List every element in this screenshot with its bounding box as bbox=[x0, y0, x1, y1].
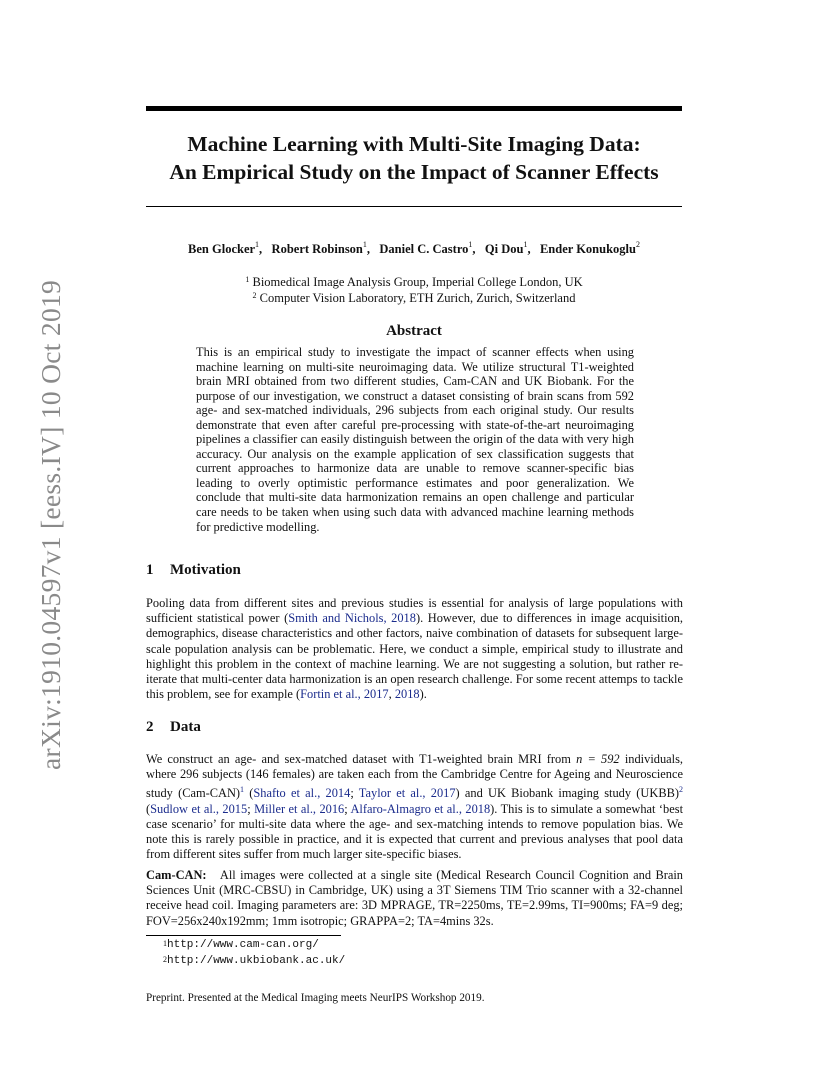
footnote-1: $^1$http://www.cam-can.org/ bbox=[163, 939, 319, 951]
author: Daniel C. Castro$^1$ bbox=[379, 240, 473, 256]
footnote-url[interactable]: http://www.ukbiobank.ac.uk/ bbox=[167, 955, 346, 967]
footnote-rule bbox=[146, 935, 341, 936]
data-paragraph: We construct an age- and sex-matched dataset with T1-weighted brain MRI from n = 592 individuals, where 296 subjects (146 females) are taken each from the Cambridge Centre for Ageing and Neuroscience study (Cam-CAN)$^1$ (Shafto et al., 2014; Taylor et al., 2017) and UK Biobank imaging study (UKBB)$^2$ (Sudlow et al., 2015; Miller et al., 2016; Alfaro-Almagro et al., 2018). This is to simulate a somewhat ‘best case scenario’ for multi-site data where the age- and sex-matching intends to remove population bias. We note this is rarely possible in practice, and it is expected that current and previous analyses that pool data from different sites suffer from much larger site-specific biases. bbox=[146, 752, 684, 862]
footnote-marker[interactable]: 2 bbox=[679, 785, 683, 795]
citation-link[interactable]: Shafto et al., 2014 bbox=[253, 786, 351, 801]
paragraph-lead: Cam-CAN: bbox=[146, 868, 207, 882]
title-bottom-rule bbox=[146, 206, 682, 207]
footnote-2: $^2$http://www.ukbiobank.ac.uk/ bbox=[163, 955, 346, 967]
title-line-2: An Empirical Study on the Impact of Scanner Effects bbox=[169, 160, 659, 184]
author: Ender Konukoglu$^2$ bbox=[539, 240, 640, 256]
camcan-paragraph: Cam-CAN: All images were collected at a single site (Medical Research Council Cognition and Brain Sciences Unit (MRC-CBSU) in Cambridge, UK) using a 3T Siemens TIM Trio scanner with a 32-channel receive head coil. Imaging parameters are: 3D MPRAGE, TR=2250ms, TE=2.99ms, TI=900ms; FA=9 deg; FOV=256x240x192mm; 1mm isotropic; GRAPPA=2; TA=4mins 32s. bbox=[146, 868, 683, 928]
author: Robert Robinson$^1$ bbox=[271, 240, 367, 256]
abstract-text: This is an empirical study to investigate the impact of scanner effects when using machine learning on multi-site neuroimaging data. We utilize structural T1-weighted brain MRI obtained from two different studies, Cam-CAN and UK Biobank. For the purpose of our investigation, we construct a dataset consisting of brain scans from 592 age- and sex-matched individuals, 296 subjects from each original study. Our results demonstrate that even after careful pre-processing with state-of-the-art neuroimaging pipelines a classifier can easily distinguish between the origin of the data with very high accuracy. Our analysis on the example application of sex classification suggests that current approaches to harmonize data are unable to remove scanner-specific bias leading to overly optimistic performance estimates and poor generalization. We conclude that multi-site data harmonization remains an open challenge and particular care needs to be taken when using such data with advanced machine learning methods for predictive modelling. bbox=[196, 345, 634, 534]
author: Qi Dou$^1$ bbox=[484, 240, 528, 256]
preprint-footer: Preprint. Presented at the Medical Imaging meets NeurIPS Workshop 2019. bbox=[146, 992, 485, 1004]
footnote-marker[interactable]: 1 bbox=[240, 785, 245, 795]
title-line-1: Machine Learning with Multi-Site Imaging Data: bbox=[187, 132, 641, 156]
author: Ben Glocker$^1$ bbox=[188, 240, 260, 256]
abstract-heading: Abstract bbox=[386, 323, 442, 339]
title-top-rule bbox=[146, 106, 682, 111]
footnote-url[interactable]: http://www.cam-can.org/ bbox=[167, 939, 319, 951]
author-list: Ben Glocker$^1$, Robert Robinson$^1$, Daniel C. Castro$^1$, Qi Dou$^1$, Ender Konukoglu$^2$ bbox=[188, 240, 640, 256]
motivation-paragraph: Pooling data from different sites and previous studies is essential for analysis of large populations with sufficient statistical power (Smith and Nichols, 2018). However, due to differences in image acquisition, demographics, disease characteristics and other factors, naive combination of datasets for subsequent large-scale population analysis can be problematic. Here, we conduct a simple, empirical study to illustrate and highlight this problem in the context of machine learning. We are not suggesting a solution, but rather re-iterate that multi-center data harmonization is an open research challenge. For some recent attemps to tackle this problem, see for example (Fortin et al., 2017, 2018). bbox=[146, 596, 684, 702]
citation-link[interactable]: 2018 bbox=[394, 687, 420, 702]
citation-link[interactable]: Miller et al., 2016 bbox=[254, 801, 345, 816]
citation-link[interactable]: Fortin et al., 2017 bbox=[300, 687, 389, 702]
arxiv-stamp: arXiv:1910.04597v1 [eess.IV] 10 Oct 2019 bbox=[35, 279, 66, 770]
paper-title bbox=[146, 130, 682, 186]
section-heading-data: 2 Data bbox=[146, 719, 201, 735]
section-heading-motivation: 1 Motivation bbox=[146, 562, 241, 578]
math-expression: n = 592 bbox=[576, 752, 620, 766]
affiliation-1: $^1$ Biomedical Image Analysis Group, Imperial College London, UK bbox=[245, 275, 583, 289]
citation-link[interactable]: Smith and Nichols, 2018 bbox=[288, 611, 416, 626]
citation-link[interactable]: Alfaro-Almagro et al., 2018 bbox=[350, 801, 491, 816]
citation-link[interactable]: Taylor et al., 2017 bbox=[358, 786, 456, 801]
citation-link[interactable]: Sudlow et al., 2015 bbox=[150, 801, 248, 816]
affiliation-2: $^2$ Computer Vision Laboratory, ETH Zurich, Zurich, Switzerland bbox=[252, 291, 576, 305]
